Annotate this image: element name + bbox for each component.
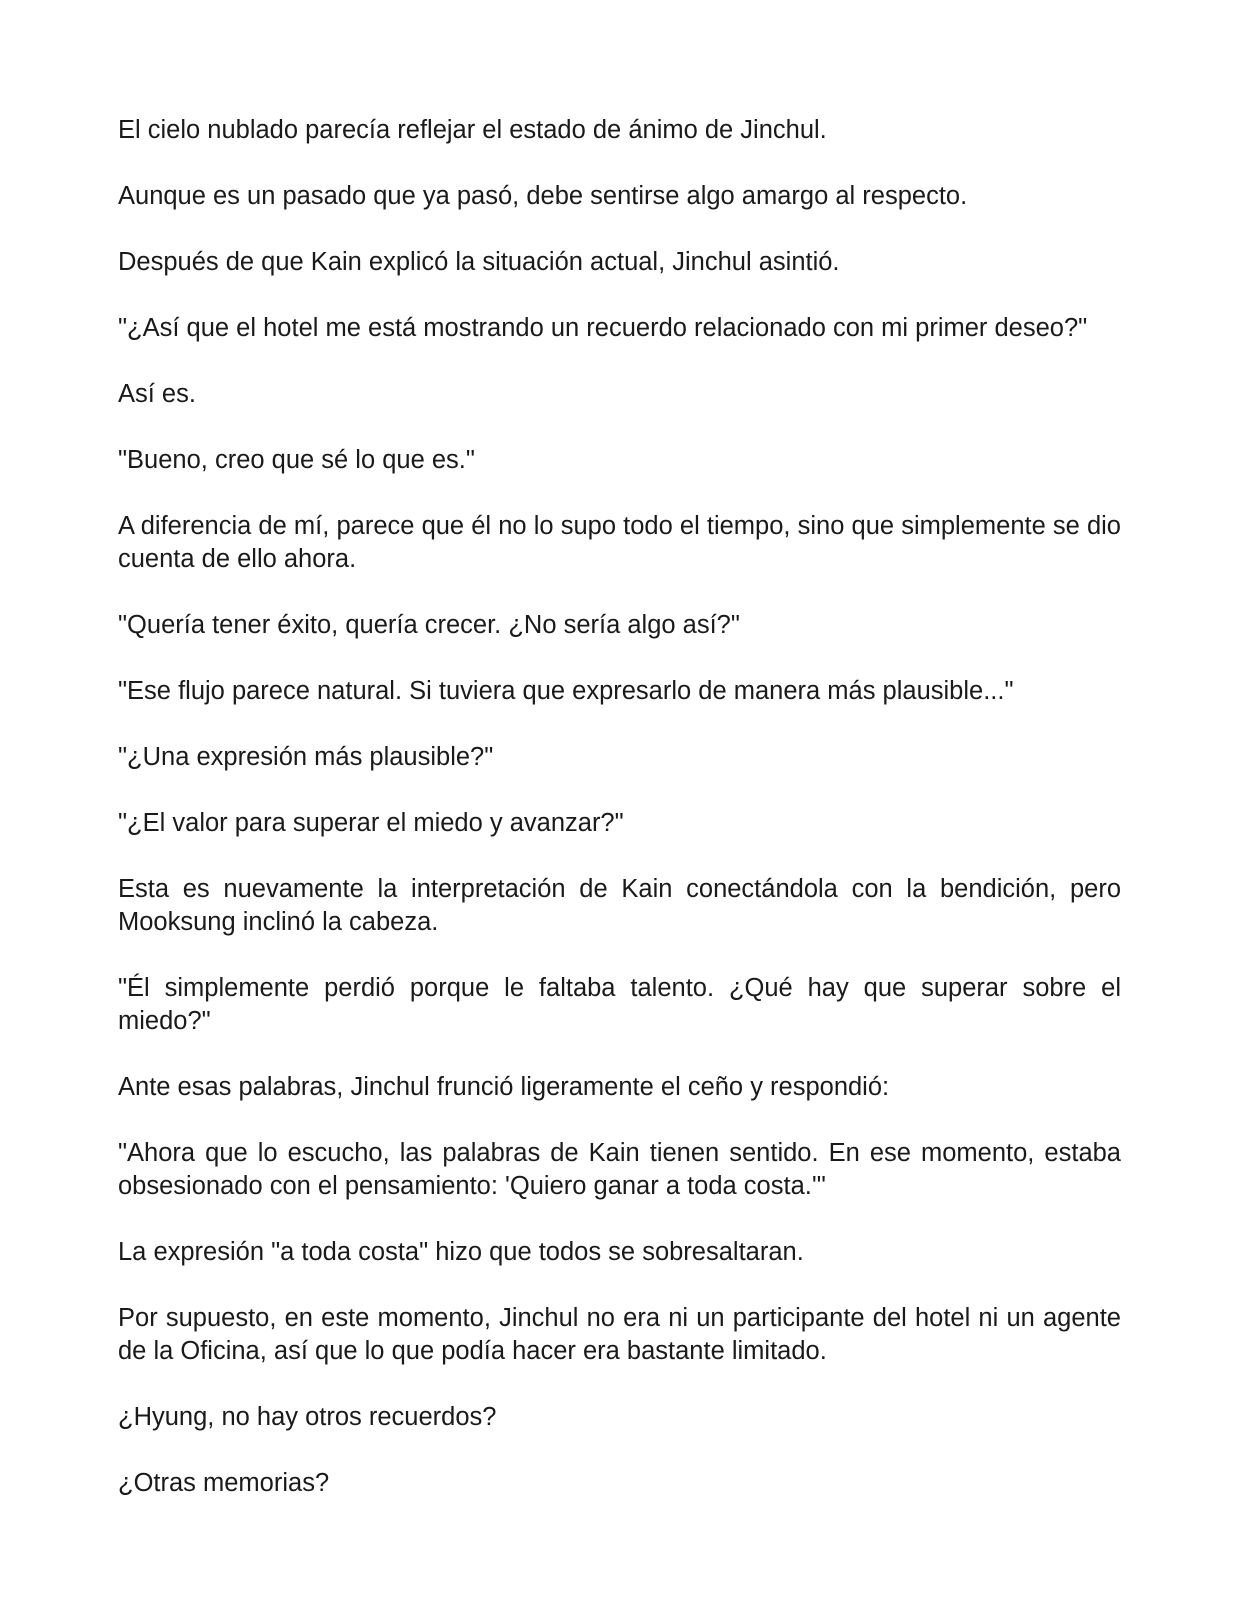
paragraph: El cielo nublado parecía reflejar el estado de ánimo de Jinchul. — [118, 116, 827, 144]
paragraph: "¿Así que el hotel me está mostrando un recuerdo relacionado con mi primer deseo?" — [118, 314, 1088, 342]
paragraph: "Ese flujo parece natural. Si tuviera que expresarlo de manera más plausible..." — [118, 677, 1014, 705]
paragraph: ¿Otras memorias? — [118, 1469, 330, 1497]
paragraph: "Ahora que lo escucho, las palabras de Kain tienen sentido. En ese momento, estaba obsesionado con el pensamiento: 'Quiero ganar a toda costa.'" — [118, 1139, 1121, 1200]
paragraph: "Él simplemente perdió porque le faltaba talento. ¿Qué hay que superar sobre el miedo?" — [118, 974, 1121, 1035]
paragraph: "Bueno, creo que sé lo que es." — [118, 446, 475, 474]
paragraph: "Quería tener éxito, quería crecer. ¿No sería algo así?" — [118, 611, 740, 639]
paragraph: La expresión "a toda costa" hizo que todos se sobresaltaran. — [118, 1238, 804, 1266]
paragraph: ¿Hyung, no hay otros recuerdos? — [118, 1403, 497, 1431]
document-body — [118, 114, 1121, 1500]
paragraph: Por supuesto, en este momento, Jinchul no era ni un participante del hotel ni un agente de la Oficina, así que lo que podía hacer era bastante limitado. — [118, 1304, 1121, 1365]
paragraph: Aunque es un pasado que ya pasó, debe sentirse algo amargo al respecto. — [118, 182, 968, 210]
paragraph: Así es. — [118, 380, 196, 408]
paragraph: Esta es nuevamente la interpretación de Kain conectándola con la bendición, pero Mooksung inclinó la cabeza. — [118, 875, 1121, 936]
paragraph: Ante esas palabras, Jinchul frunció ligeramente el ceño y respondió: — [118, 1073, 890, 1101]
paragraph: "¿El valor para superar el miedo y avanzar?" — [118, 809, 624, 837]
paragraph: "¿Una expresión más plausible?" — [118, 743, 494, 771]
paragraph: Después de que Kain explicó la situación actual, Jinchul asintió. — [118, 248, 840, 276]
paragraph: A diferencia de mí, parece que él no lo supo todo el tiempo, sino que simplemente se dio cuenta de ello ahora. — [118, 512, 1121, 573]
